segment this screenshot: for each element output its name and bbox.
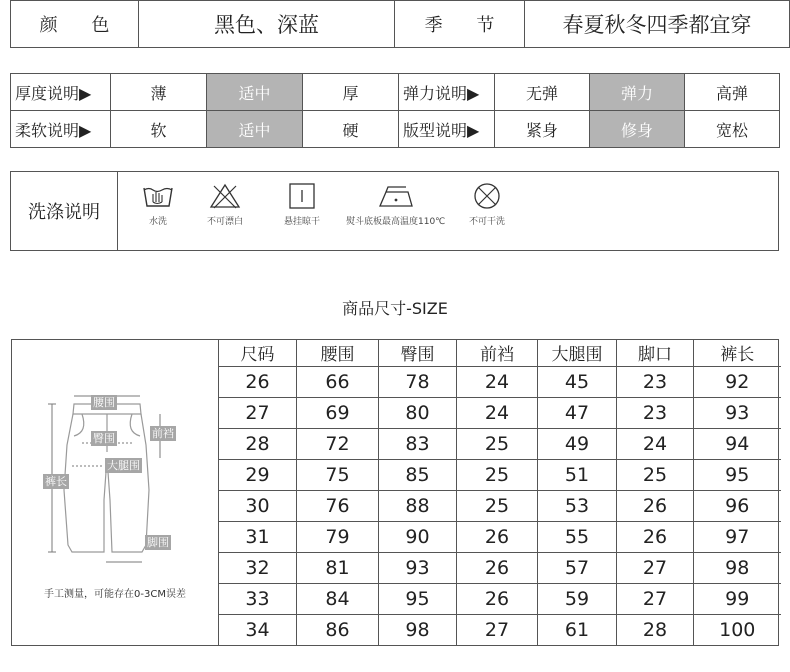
size-column-header: 腰围	[297, 339, 379, 367]
table-cell: 23	[617, 398, 694, 429]
table-cell: 32	[219, 553, 297, 584]
color-label: 颜 色	[11, 1, 139, 48]
table-cell: 93	[694, 398, 781, 429]
table-cell: 25	[457, 491, 538, 522]
table-cell: 72	[297, 429, 379, 460]
wash-item	[284, 182, 320, 227]
elasticity-option: 无弹	[495, 74, 590, 111]
table-row	[219, 522, 781, 553]
wash-item-text: 悬挂晾干	[284, 217, 321, 227]
table-cell: 84	[297, 584, 379, 615]
size-column-header: 臀围	[379, 339, 457, 367]
table-cell: 28	[617, 615, 694, 646]
table-cell: 47	[538, 398, 617, 429]
table-row	[219, 429, 781, 460]
size-column-header: 尺码	[219, 339, 297, 367]
table-cell: 45	[538, 367, 617, 398]
wash-item-text: 水洗	[148, 217, 167, 227]
table-cell: 27	[457, 615, 538, 646]
table-cell: 27	[617, 584, 694, 615]
wash-item	[207, 182, 243, 227]
size-section	[11, 339, 779, 646]
fit-option: 紧身	[495, 111, 590, 148]
table-cell: 57	[538, 553, 617, 584]
softness-label: 柔软说明▶	[11, 111, 111, 148]
table-cell: 26	[617, 491, 694, 522]
table-cell: 88	[379, 491, 457, 522]
table-row	[219, 584, 781, 615]
table-cell: 61	[538, 615, 617, 646]
size-column-header: 大腿围	[538, 339, 617, 367]
table-cell: 30	[219, 491, 297, 522]
table-cell: 85	[379, 460, 457, 491]
table-cell: 75	[297, 460, 379, 491]
table-cell: 55	[538, 522, 617, 553]
wash-item-text: 不可漂白	[207, 217, 244, 227]
table-cell: 98	[694, 553, 781, 584]
size-column-header: 脚口	[617, 339, 694, 367]
table-cell: 95	[694, 460, 781, 491]
hang-dry-icon	[285, 182, 319, 210]
table-cell: 49	[538, 429, 617, 460]
table-cell: 100	[694, 615, 781, 646]
size-table-body	[219, 367, 781, 646]
table-cell: 27	[617, 553, 694, 584]
table-cell: 26	[457, 584, 538, 615]
elasticity-label: 弹力说明▶	[399, 74, 495, 111]
table-cell: 26	[457, 553, 538, 584]
elasticity-option-selected: 弹力	[590, 74, 685, 111]
season-label: 季 节	[395, 1, 525, 48]
table-cell: 29	[219, 460, 297, 491]
table-cell: 59	[538, 584, 617, 615]
table-cell: 78	[379, 367, 457, 398]
elasticity-option: 高弹	[685, 74, 780, 111]
pants-diagram	[12, 340, 219, 645]
size-table	[218, 339, 781, 645]
hip-tag: 臀围	[93, 432, 115, 445]
table-cell: 27	[219, 398, 297, 429]
table-cell: 86	[297, 615, 379, 646]
wash-instructions	[10, 171, 779, 251]
wash-item	[346, 182, 445, 227]
table-row	[219, 460, 781, 491]
table-cell: 98	[379, 615, 457, 646]
table-cell: 26	[617, 522, 694, 553]
fit-option: 宽松	[685, 111, 780, 148]
table-cell: 69	[297, 398, 379, 429]
table-cell: 99	[694, 584, 781, 615]
table-cell: 95	[379, 584, 457, 615]
softness-option-selected: 适中	[207, 111, 303, 148]
table-row	[219, 367, 781, 398]
table-cell: 25	[617, 460, 694, 491]
color-season-table	[10, 0, 790, 48]
table-cell: 26	[219, 367, 297, 398]
table-cell: 66	[297, 367, 379, 398]
table-cell: 25	[457, 429, 538, 460]
table-row	[219, 491, 781, 522]
length-tag: 裤长	[45, 475, 67, 488]
property-row	[11, 111, 780, 148]
table-cell: 33	[219, 584, 297, 615]
leg-opening-tag: 脚围	[147, 536, 169, 549]
size-title: 商品尺寸-SIZE	[342, 299, 448, 318]
wash-item-text: 不可干洗	[469, 217, 506, 227]
size-column-header: 裤长	[694, 339, 781, 367]
table-cell: 90	[379, 522, 457, 553]
table-cell: 53	[538, 491, 617, 522]
table-cell: 92	[694, 367, 781, 398]
softness-option: 软	[111, 111, 207, 148]
table-cell: 24	[457, 398, 538, 429]
wash-item	[469, 182, 505, 227]
property-row	[11, 74, 780, 111]
table-cell: 26	[457, 522, 538, 553]
table-row	[219, 398, 781, 429]
front-rise-tag: 前裆	[152, 427, 174, 440]
measurement-note: 手工测量，可能存在0-3CM误差	[44, 589, 186, 600]
table-cell: 25	[457, 460, 538, 491]
table-row	[219, 615, 781, 646]
table-cell: 34	[219, 615, 297, 646]
fit-option-selected: 修身	[590, 111, 685, 148]
properties-table	[10, 73, 780, 148]
wash-title: 洗涤说明	[11, 172, 118, 250]
fit-label: 版型说明▶	[399, 111, 495, 148]
table-cell: 93	[379, 553, 457, 584]
no-dry-clean-icon	[470, 182, 504, 210]
wash-item-text: 熨斗底板最高温度110℃	[346, 217, 446, 227]
size-column-header: 前裆	[457, 339, 538, 367]
table-row	[219, 553, 781, 584]
table-cell: 76	[297, 491, 379, 522]
no-bleach-icon	[208, 182, 242, 210]
table-cell: 51	[538, 460, 617, 491]
table-cell: 31	[219, 522, 297, 553]
softness-option: 硬	[303, 111, 399, 148]
table-cell: 81	[297, 553, 379, 584]
season-value: 春夏秋冬四季都宜穿	[525, 1, 790, 48]
table-cell: 28	[219, 429, 297, 460]
size-table-header	[219, 339, 781, 367]
thigh-tag: 大腿围	[107, 459, 140, 472]
table-cell: 97	[694, 522, 781, 553]
thickness-option: 薄	[111, 74, 207, 111]
table-cell: 24	[457, 367, 538, 398]
table-cell: 24	[617, 429, 694, 460]
color-value: 黑色、深蓝	[139, 1, 395, 48]
table-cell: 80	[379, 398, 457, 429]
thickness-option: 厚	[303, 74, 399, 111]
hand-wash-icon	[141, 182, 175, 210]
waist-tag: 腰围	[93, 396, 115, 409]
thickness-label: 厚度说明▶	[11, 74, 111, 111]
table-cell: 96	[694, 491, 781, 522]
iron-icon	[376, 182, 416, 210]
table-cell: 23	[617, 367, 694, 398]
table-cell: 79	[297, 522, 379, 553]
wash-item	[141, 182, 175, 227]
thickness-option-selected: 适中	[207, 74, 303, 111]
table-cell: 94	[694, 429, 781, 460]
table-cell: 83	[379, 429, 457, 460]
